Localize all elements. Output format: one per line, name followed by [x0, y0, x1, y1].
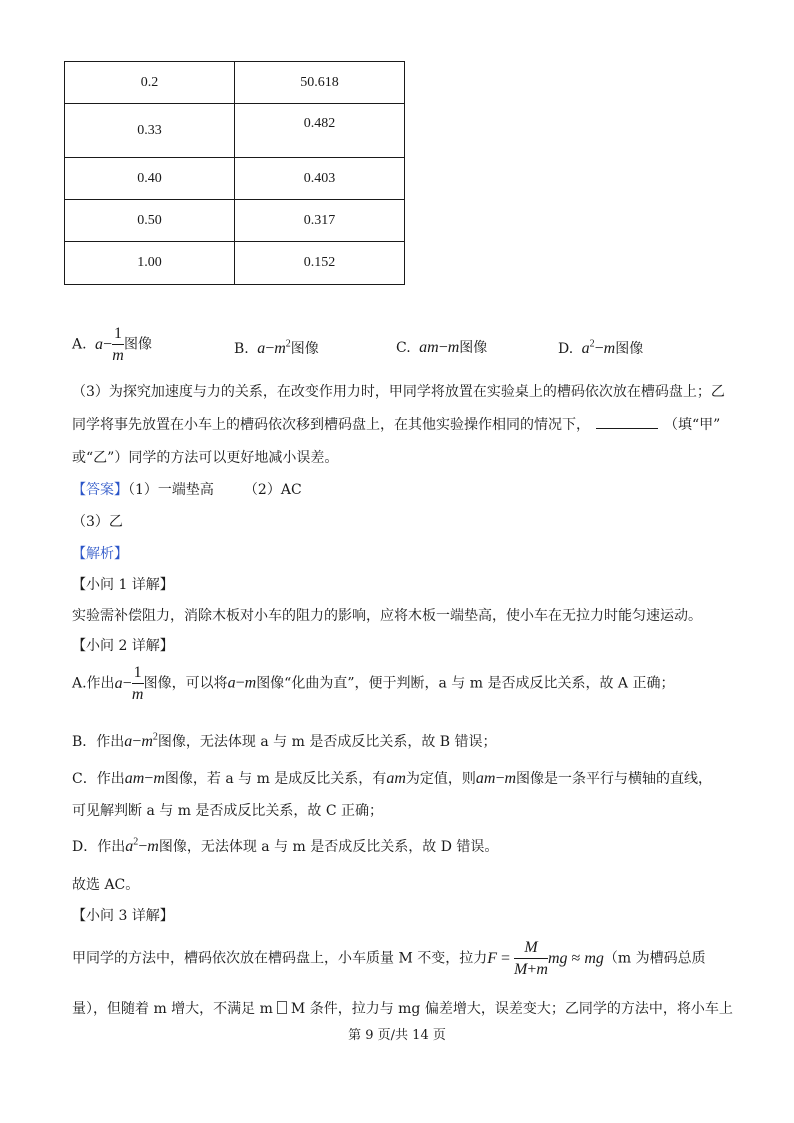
table-cell: 0.152 [235, 242, 405, 285]
analysis-text: 图像是一条平行与横轴的直线， [516, 771, 713, 787]
option-text: 图像 [459, 340, 488, 356]
table-cell: 0.33 [65, 104, 235, 158]
table-cell: 0.403 [235, 158, 405, 200]
question-text: 同学将事先放置在小车上的槽码依次移到槽码盘上，在其他实验操作相同的情况下， [72, 417, 590, 433]
table-cell: 1.00 [65, 242, 235, 285]
analysis-b-line [72, 731, 497, 751]
option-text: 图像 [290, 341, 319, 357]
analysis-text: C．作出 [72, 771, 125, 787]
table-cell: 50.618 [235, 62, 405, 104]
sub-question-2-title: 【小问 2 详解】 [72, 638, 174, 654]
analysis-text: B．作出 [72, 734, 125, 750]
option-label: C. [396, 340, 411, 356]
analysis-tag: 【解析】 [72, 546, 128, 562]
answer-part: （2）AC [243, 482, 302, 498]
formula-a-minus-m-squared: $a-m^2$ [253, 338, 291, 357]
option-label: D. [558, 341, 574, 357]
option-a [72, 326, 152, 364]
table-cell: 0.482 [235, 104, 405, 158]
formula-a-minus-1-over-m: a− $\frac{1}{m}$ [91, 325, 124, 364]
option-d [558, 338, 643, 358]
formula-a-squared-minus-m: $a^2-m$ [577, 338, 616, 357]
formula-am: am [386, 770, 406, 787]
table-cell: 0.50 [65, 200, 235, 242]
analysis-text: D．作出 [72, 839, 126, 855]
option-c [396, 337, 487, 357]
analysis-text: 图像，无法体现 a 与 m 是否成反比关系，故 B 错误； [157, 734, 497, 750]
analysis-text: 图像，可以将 [143, 675, 228, 692]
option-text: 图像 [615, 341, 644, 357]
analysis-text: 图像，无法体现 a 与 m 是否成反比关系，故 D 错误。 [158, 839, 499, 855]
table-row [65, 200, 405, 242]
formula-a-minus-m-squared: $a-m^2$ [124, 731, 158, 750]
answer-blank [596, 418, 658, 429]
formula-am-minus-m: am−m [475, 770, 517, 787]
missing-glyph-icon [277, 1001, 287, 1014]
sub-question-1-title: 【小问 1 详解】 [72, 577, 174, 593]
formula-a-minus-1-over-m: a− $\frac{1}{m}$ [114, 664, 144, 703]
analysis-d-line [72, 836, 498, 856]
option-label: B. [234, 341, 249, 357]
table-row [65, 104, 405, 158]
question-3-line1: （3）为探究加速度与力的关系，在改变作用力时，甲同学将放置在实验桌上的槽码依次放在槽码盘上；乙 [72, 384, 725, 400]
analysis-text: 量），但随着 m 增大，不满足 m [72, 1001, 273, 1017]
conclusion: 故选 AC。 [72, 877, 140, 893]
table-row [65, 158, 405, 200]
analysis-text: 图像，若 a 与 m 是成反比关系，有 [164, 771, 387, 787]
analysis-text: （m 为槽码总质 [603, 950, 706, 967]
analysis-c-line2: 可见解判断 a 与 m 是否成反比关系，故 C 正确； [72, 803, 384, 819]
option-text: 图像 [124, 336, 153, 353]
question-3-line2 [72, 414, 720, 434]
data-table [64, 61, 405, 285]
table-cell: 0.2 [65, 62, 235, 104]
page-footer: 第 9 页/共 14 页 [348, 1028, 446, 1043]
option-b [234, 338, 319, 358]
analysis-a-line [72, 665, 674, 703]
analysis-text: 图像“化曲为直”，便于判断，a 与 m 是否成反比关系，故 A 正确； [256, 675, 675, 692]
analysis-text: A.作出 [72, 675, 115, 692]
question-text: （填“甲” [664, 417, 721, 433]
answer-tag: 【答案】 [72, 482, 128, 498]
option-label: A. [72, 336, 87, 353]
table-row [65, 62, 405, 104]
analysis-text: 甲同学的方法中，槽码依次放在槽码盘上，小车质量 M 不变，拉力 [72, 950, 488, 967]
analysis-text: 为定值，则 [405, 771, 476, 787]
answer-part3: （3）乙 [72, 514, 123, 530]
answer-line [72, 479, 302, 499]
formula-tension: F = $\frac{M}{M+m}$ mg ≈ mg [487, 939, 604, 978]
analysis-c-line [72, 768, 712, 788]
question-3-line3: 或“乙”）同学的方法可以更好地减小误差。 [72, 450, 339, 466]
table-cell: 0.40 [65, 158, 235, 200]
formula-a-minus-m: a−m [227, 674, 257, 692]
sub-question-1-text: 实验需补偿阻力，消除木板对小车的阻力的影响，应将木板一端垫高，使小车在无拉力时能匀速运动。 [72, 608, 702, 624]
analysis-s3-line2 [72, 998, 733, 1018]
table-cell: 0.317 [235, 200, 405, 242]
formula-am-minus-m: am−m [124, 770, 165, 787]
analysis-s3-line1 [72, 940, 706, 978]
analysis-text: M 条件，拉力与 mg 偏差增大，误差变大；乙同学的方法中，将小车上 [290, 1001, 733, 1017]
answer-part: （1）一端垫高 [128, 482, 214, 498]
formula-a-squared-minus-m: $a^2-m$ [125, 836, 159, 855]
sub-question-3-title: 【小问 3 详解】 [72, 908, 174, 924]
table-row [65, 242, 405, 285]
formula-am-minus-m: am−m [415, 339, 460, 356]
